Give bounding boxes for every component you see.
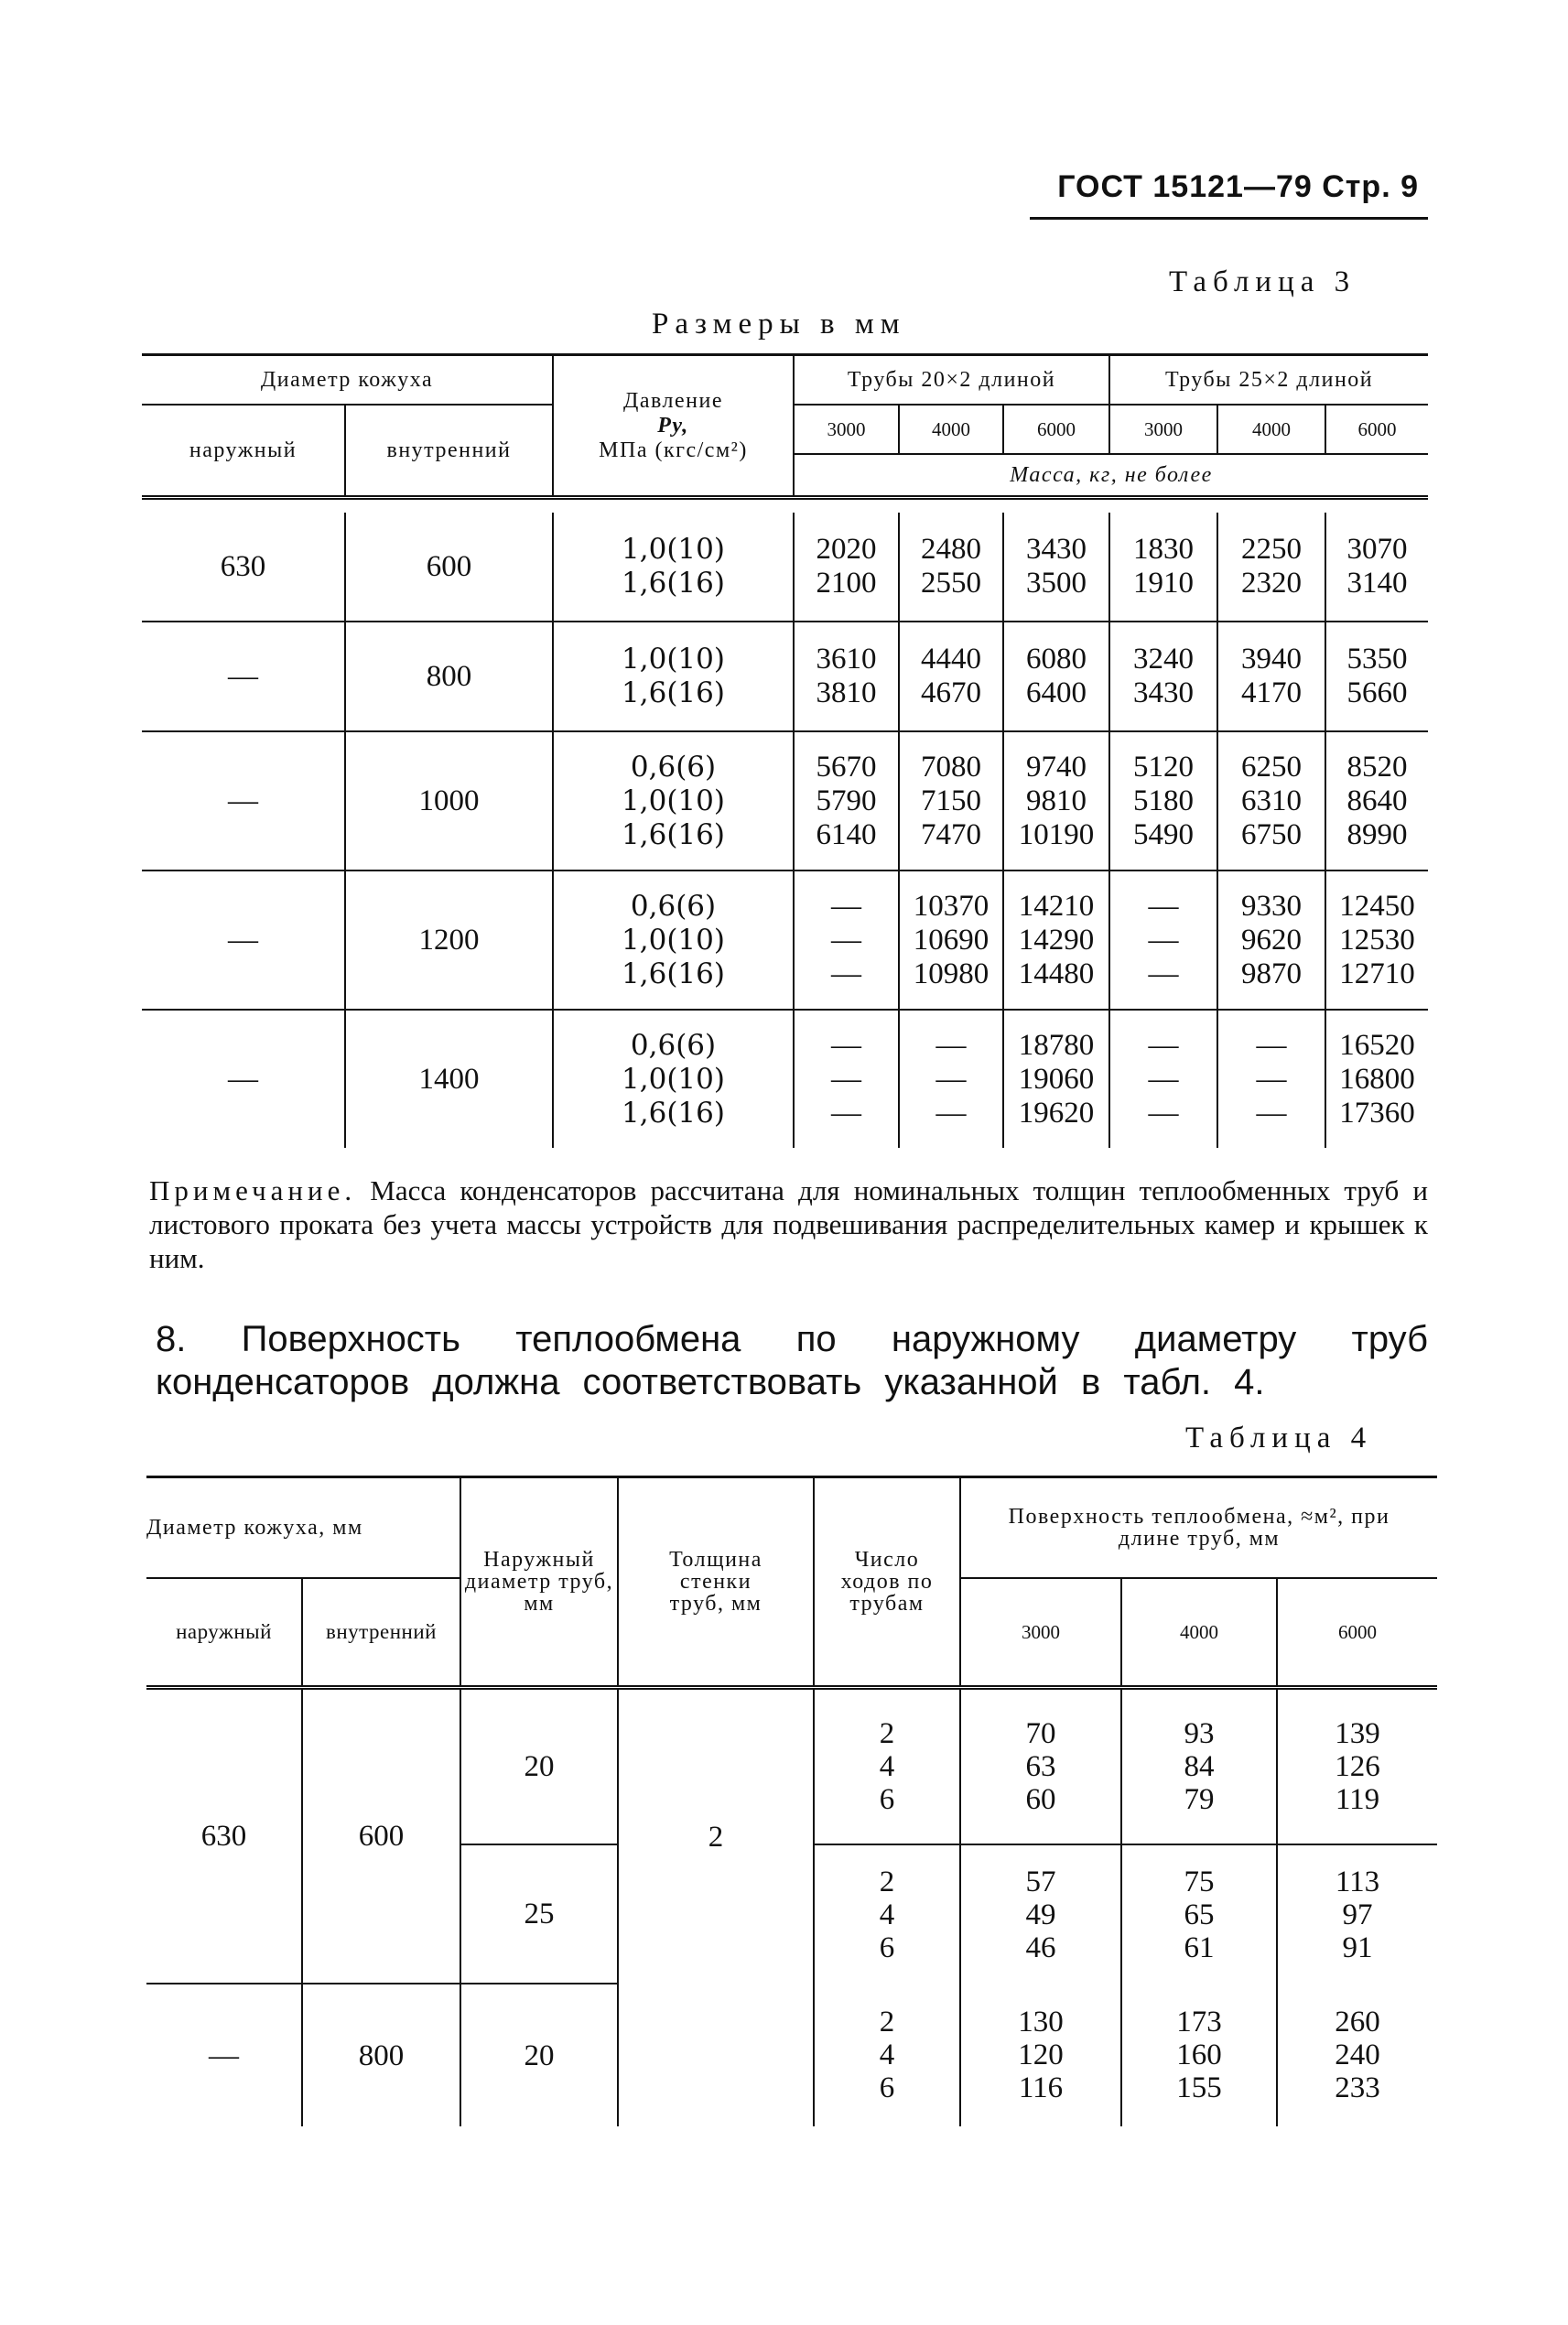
t4-surface: 173 160 155 (1121, 1984, 1277, 2126)
t3-mass: 3240 3430 (1109, 622, 1217, 731)
t3-mass: 3430 3500 (1003, 513, 1109, 622)
t3-mass: — — — (794, 871, 899, 1010)
t3-pressure: 0,6(6) 1,0(10) 1,6(16) (553, 731, 794, 871)
t3-outer: 630 (142, 513, 345, 622)
standard-number: ГОСТ 15121—79 (1057, 169, 1313, 204)
t3-pressure-l2: Pу, (657, 413, 689, 438)
t3-inner: 600 (345, 513, 553, 622)
t3-mass: 5350 5660 (1325, 622, 1428, 731)
t3-mass: 4440 4670 (899, 622, 1003, 731)
t4-inner: 600 (302, 1688, 460, 1984)
t4-wall: 2 (618, 1688, 814, 1984)
t3-mass-label: Масса, кг, не более (794, 454, 1428, 498)
table3-row (142, 1010, 1428, 1148)
table4-caption: Таблица 4 (1185, 1422, 1373, 1454)
t3-mass: 14210 14290 14480 (1003, 871, 1109, 1010)
t3-len: 3000 (794, 405, 899, 454)
t3-mass: 2020 2100 (794, 513, 899, 622)
t3-header-tubes20: Трубы 20×2 длиной (794, 355, 1109, 406)
t3-outer: — (142, 1010, 345, 1148)
t3-inner: 800 (345, 622, 553, 731)
table3-row (142, 871, 1428, 1010)
t4-surface: 139 126 119 (1277, 1688, 1437, 1845)
t3-mass: 8520 8640 8990 (1325, 731, 1428, 871)
note-text: Масса конденсаторов рассчитана для номинальных толщин теплообменных труб и листового проката без учета массы устройств для подвешивания распределительных камер и крышек к ним. (149, 1174, 1428, 1274)
paragraph8-line2: конденсаторов должна соответствовать указанной в табл. 4. (156, 1362, 1265, 1402)
t4-wall-empty (618, 1984, 814, 2126)
t4-surface: 260 240 233 (1335, 2006, 1380, 2104)
table3-caption: Таблица 3 (1169, 265, 1357, 298)
t3-outer: — (142, 871, 345, 1010)
t3-pressure-l1: Давление (622, 388, 723, 413)
table3-units: Размеры в мм (652, 308, 906, 341)
t3-pressure-l3: МПа (кгс/см²) (599, 438, 748, 462)
t3-pressure: 0,6(6) 1,0(10) 1,6(16) (553, 1010, 794, 1148)
t3-mass: 9740 9810 10190 (1003, 731, 1109, 871)
t4-header-passes: Число ходов по трубам (814, 1477, 960, 1688)
t4-outer: 630 (146, 1688, 302, 1984)
note-label: Примечание. (149, 1174, 357, 1206)
t3-mass: 3610 3810 (794, 622, 899, 731)
t3-mass: 3940 4170 (1217, 622, 1325, 731)
t4-outer: — (146, 1984, 302, 2126)
t3-pressure: 0,6(6) 1,0(10) 1,6(16) (553, 871, 794, 1010)
t3-inner: 1400 (345, 1010, 553, 1148)
t3-len: 4000 (1217, 405, 1325, 454)
t3-mass: 3070 3140 (1325, 513, 1428, 622)
t4-surface: 93 84 79 (1121, 1688, 1277, 1845)
t3-mass: 18780 19060 19620 (1003, 1010, 1109, 1148)
t3-mass: — — — (1217, 1010, 1325, 1148)
t4-header-inner: внутренний (302, 1578, 460, 1688)
t4-surface: 130 120 116 (960, 1984, 1121, 2126)
t3-len: 6000 (1003, 405, 1109, 454)
t3-mass: 5120 5180 5490 (1109, 731, 1217, 871)
table3-row (142, 731, 1428, 871)
t3-mass: — — — (1109, 1010, 1217, 1148)
t3-inner: 1000 (345, 731, 553, 871)
t3-pressure: 1,0(10) 1,6(16) (553, 622, 794, 731)
t3-mass: 1830 1910 (1109, 513, 1217, 622)
t4-len: 4000 (1121, 1578, 1277, 1688)
t4-tube-d: 25 (460, 1844, 618, 1984)
t4-header-outer: наружный (146, 1578, 302, 1688)
t3-mass: 9330 9620 9870 (1217, 871, 1325, 1010)
t4-surface: 57 49 46 (960, 1844, 1121, 1984)
t3-mass: 5670 5790 6140 (794, 731, 899, 871)
t3-mass: 2480 2550 (899, 513, 1003, 622)
t4-surface: 70 63 60 (960, 1688, 1121, 1845)
t4-surface: 113 97 91 (1335, 1865, 1380, 1964)
t3-mass: 2250 2320 (1217, 513, 1325, 622)
t3-mass: — — — (1109, 871, 1217, 1010)
t3-header-tubes25: Трубы 25×2 длиной (1109, 355, 1428, 406)
header-rule (1030, 217, 1428, 220)
t3-outer: — (142, 731, 345, 871)
t3-header-outer: наружный (142, 405, 345, 498)
t3-mass: 10370 10690 10980 (899, 871, 1003, 1010)
page-header (1016, 169, 1419, 205)
t4-inner: 800 (302, 1984, 460, 2126)
table3-body (142, 513, 1428, 1148)
t4-header-surface: Поверхность теплообмена, ≈м², при длине труб, мм (960, 1477, 1437, 1579)
t3-mass: 6250 6310 6750 (1217, 731, 1325, 871)
t4-len: 3000 (960, 1578, 1121, 1688)
t3-len: 3000 (1109, 405, 1217, 454)
t4-passes: 2 4 6 (814, 1984, 960, 2126)
t4-tube-d: 20 (460, 1984, 618, 2126)
table3-row (142, 622, 1428, 731)
t3-mass: — — — (899, 1010, 1003, 1148)
t4-passes: 2 4 6 (814, 1688, 960, 1845)
t3-mass: 16520 16800 17360 (1339, 1028, 1415, 1130)
t3-mass: — — — (794, 1010, 899, 1148)
t3-outer: — (142, 622, 345, 731)
t3-header-pressure (553, 355, 794, 498)
t4-header-diameter: Диаметр кожуха, мм (146, 1477, 460, 1579)
t3-header-inner: внутренний (345, 405, 553, 498)
table3 (142, 353, 1428, 500)
t3-pressure: 1,0(10) 1,6(16) (553, 513, 794, 622)
t4-len: 6000 (1277, 1578, 1437, 1688)
table3-note (149, 1173, 1428, 1275)
t3-inner: 1200 (345, 871, 553, 1010)
page-number: Стр. 9 (1322, 169, 1419, 204)
t4-header-tube-d: Наружный диаметр труб, мм (460, 1477, 618, 1688)
t3-len: 4000 (899, 405, 1003, 454)
t4-passes: 2 4 6 (814, 1844, 960, 1984)
table3-row (142, 513, 1428, 622)
t3-header-diameter: Диаметр кожуха (142, 355, 553, 406)
paragraph8-line1: 8. Поверхность теплообмена по наружному диаметру труб (156, 1319, 1428, 1359)
t4-surface: 75 65 61 (1121, 1844, 1277, 1984)
t3-len: 6000 (1325, 405, 1428, 454)
table4 (146, 1476, 1437, 2126)
t4-header-wall: Толщина стенки труб, мм (618, 1477, 814, 1688)
t3-mass: 12450 12530 12710 (1325, 871, 1428, 1010)
t3-mass: 6080 6400 (1003, 622, 1109, 731)
t3-mass: 7080 7150 7470 (899, 731, 1003, 871)
t4-tube-d: 20 (460, 1688, 618, 1845)
